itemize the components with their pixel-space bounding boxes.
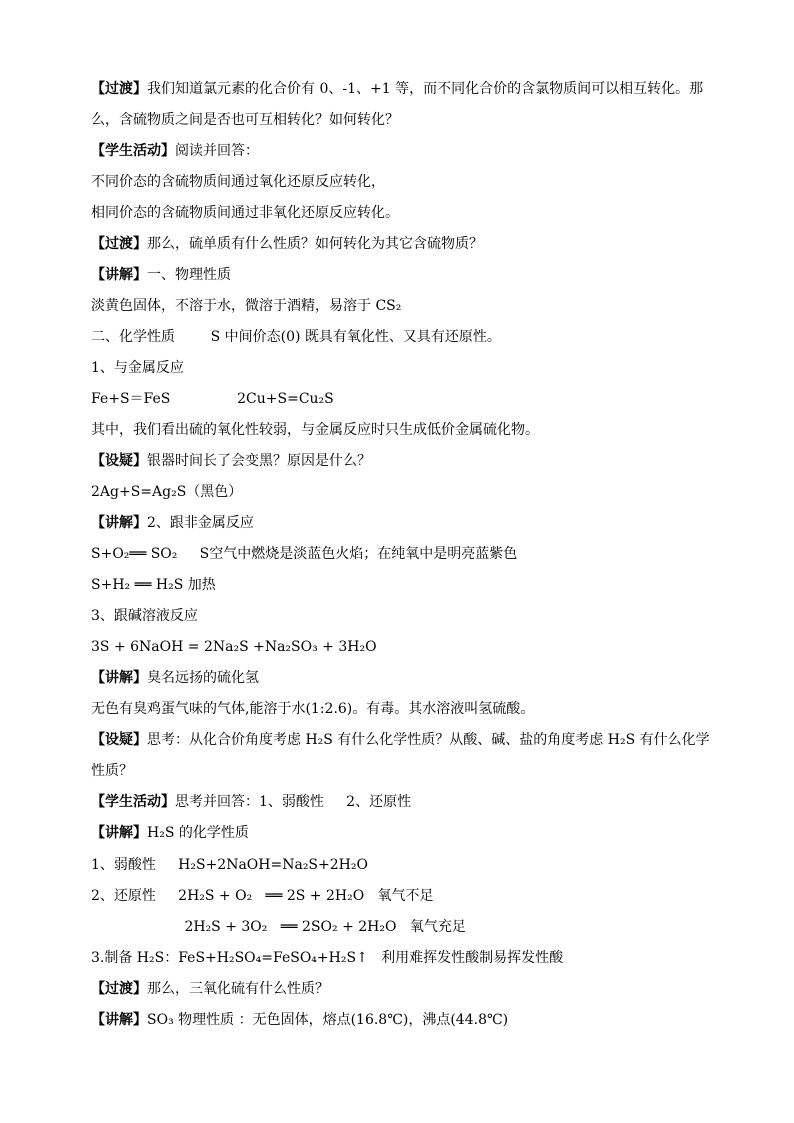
section-tag: 【讲解】 [91,670,147,686]
line-text: 么，含硫物质之间是否也可互相转化？如何转化？ [91,112,399,128]
line-text: Fe+S＝FeS 2Cu+S=Cu₂S [91,391,334,407]
section-tag: 【学生活动】 [91,143,175,159]
line-text: H₂S 的化学性质 [147,825,249,841]
paragraph-line [91,513,711,533]
paragraph-line [91,79,711,99]
line-text: 2Ag+S=Ag₂S（黑色） [91,484,243,500]
paragraph-line [91,451,711,471]
equation-line [91,389,711,409]
section-tag: 【学生活动】 [91,794,175,810]
line-text: 2、还原性 2H₂S + O₂ ══ 2S + 2H₂O 氧气不足 [91,888,434,904]
equation-line [91,637,711,657]
paragraph-line [91,761,711,781]
section-tag: 【过渡】 [91,236,147,252]
line-text: 我们知道氯元素的化合价有 0、-1、+1 等，而不同化合价的含氯物质间可以相互转化。那 [147,81,704,97]
line-text: 淡黄色固体，不溶于水，微溶于酒精，易溶于 CS₂ [91,298,402,314]
paragraph-line [91,823,711,843]
line-text: 银器时间长了会变黑？原因是什么？ [147,453,371,469]
paragraph-line [91,172,711,192]
paragraph-line [91,265,711,285]
section-tag: 【设疑】 [91,732,147,748]
line-text: 2、跟非金属反应 [147,515,254,531]
line-text: 臭名远扬的硫化氢 [147,670,259,686]
line-text: 那么，三氧化硫有什么性质？ [147,981,329,997]
line-text: 阅读并回答： [175,143,259,159]
line-text: 1、与金属反应 [91,360,184,376]
line-text: S+O₂══ SO₂ S空气中燃烧是淡蓝色火焰；在纯氧中是明亮蓝紫色 [91,546,518,562]
line-text: 3、跟碱溶液反应 [91,608,198,624]
paragraph-line [91,606,711,626]
equation-line [91,575,711,595]
line-text: 2H₂S + 3O₂ ══ 2SO₂ + 2H₂O 氧气充足 [91,919,466,935]
line-text: 无色有臭鸡蛋气味的气体,能溶于水(1:2.6)。有毒。其水溶液叫氢硫酸。 [91,701,535,717]
paragraph-line [91,1010,711,1030]
section-tag: 【设疑】 [91,453,147,469]
paragraph-line [91,358,711,378]
paragraph-line [91,141,711,161]
section-tag: 【讲解】 [91,267,147,283]
paragraph-line [91,792,711,812]
paragraph-line [91,979,711,999]
section-tag: 【讲解】 [91,1012,147,1028]
line-text: S+H₂ ══ H₂S 加热 [91,577,216,593]
paragraph-line [91,699,711,719]
equation-line [91,855,711,875]
line-text: 3.制备 H₂S：FeS+H₂SO₄=FeSO₄+H₂S↑ 利用难挥发性酸制易挥发性酸 [91,950,564,966]
paragraph-line [91,110,711,130]
section-tag: 【过渡】 [91,981,147,997]
equation-line [91,886,711,906]
line-text: 那么，硫单质有什么性质？如何转化为其它含硫物质？ [147,236,483,252]
paragraph-line [91,296,711,316]
paragraph-line [91,730,711,750]
section-tag: 【过渡】 [91,81,147,97]
line-text: 思考并回答：1、弱酸性 2、还原性 [175,794,412,810]
equation-line [91,482,711,502]
section-tag: 【讲解】 [91,825,147,841]
equation-line [91,544,711,564]
line-text: 相同价态的含硫物质间通过非氧化还原反应转化。 [91,205,399,221]
paragraph-line [91,234,711,254]
paragraph-line [91,327,711,347]
paragraph-line [91,668,711,688]
line-text: SO₃ 物理性质 ：无色固体，熔点(16.8℃)，沸点(44.8℃) [147,1012,509,1028]
line-text: 二、化学性质 S 中间价态(0) 既具有氧化性、又具有还原性。 [91,329,501,345]
section-tag: 【讲解】 [91,515,147,531]
paragraph-line [91,420,711,440]
line-text: 性质？ [91,763,133,779]
paragraph-line [91,203,711,223]
equation-line [91,917,711,937]
line-text: 1、弱酸性 H₂S+2NaOH=Na₂S+2H₂O [91,857,368,873]
line-text: 其中，我们看出硫的氧化性较弱，与金属反应时只生成低价金属硫化物。 [91,422,539,438]
line-text: 不同价态的含硫物质间通过氧化还原反应转化， [91,174,385,190]
equation-line [91,948,711,968]
line-text: 思考：从化合价角度考虑 H₂S 有什么化学性质？从酸、碱、盐的角度考虑 H₂S 有什么化学 [147,732,710,748]
line-text: 一、物理性质 [147,267,231,283]
line-text: 3S + 6NaOH = 2Na₂S +Na₂SO₃ + 3H₂O [91,639,377,655]
